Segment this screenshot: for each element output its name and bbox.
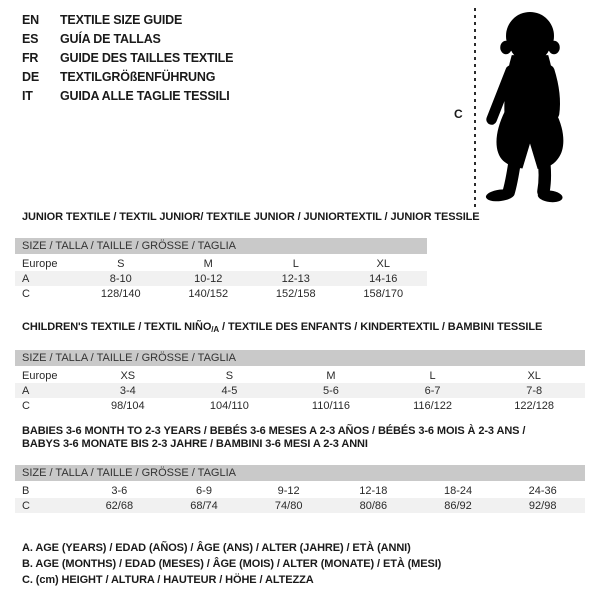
lang-code: FR — [22, 50, 39, 65]
size-cell: M — [203, 257, 213, 270]
size-cell: L — [429, 369, 436, 382]
row-label: C — [22, 499, 30, 512]
table-body — [15, 368, 585, 413]
lang-code: DE — [22, 69, 39, 84]
size-cell: 8-10 — [109, 272, 132, 285]
size-cell: XS — [120, 369, 136, 382]
table-title — [15, 321, 585, 336]
size-cell: 4-5 — [221, 384, 238, 397]
size-cell: XL — [527, 369, 541, 382]
table-row-age — [15, 383, 585, 398]
size-cell: S — [225, 369, 234, 382]
size-cell: 68/74 — [190, 499, 218, 512]
row-label: B — [22, 484, 30, 497]
title-subscript: /A — [211, 325, 220, 334]
size-cell: 10-12 — [194, 272, 223, 285]
size-cell: 104/110 — [209, 399, 249, 412]
size-cell: 7-8 — [526, 384, 543, 397]
row-label: A — [22, 272, 30, 285]
size-cell: 140/152 — [188, 287, 229, 300]
size-cell: 116/122 — [413, 399, 453, 412]
table-row-europe — [15, 368, 585, 383]
lang-title: GUIDE DES TAILLES TEXTILE — [60, 50, 234, 65]
babies-textile-section — [15, 425, 585, 513]
lang-code: EN — [22, 12, 39, 27]
lang-row-it — [22, 86, 233, 105]
table-row-height — [15, 498, 585, 513]
lang-title: TEXTILE SIZE GUIDE — [60, 12, 183, 27]
footnote-b: B. AGE (MONTHS) / EDAD (MESES) / ÂGE (MOIS) / ALTER (MONATE) / ETÀ (MESI) — [22, 558, 442, 570]
footnote-c: C. (cm) HEIGHT / ALTURA / HAUTEUR / HÖHE / ALTEZZA — [22, 574, 314, 586]
size-cell: 128/140 — [100, 287, 141, 300]
size-cell: 3-4 — [119, 384, 136, 397]
size-cell: 98/104 — [110, 399, 145, 412]
table-row-europe — [15, 256, 427, 271]
table-row-age — [15, 271, 427, 286]
size-header-bar: SIZE / TALLA / TAILLE / GRÖSSE / TAGLIA — [15, 238, 427, 254]
size-figure — [440, 6, 600, 212]
size-cell: 18-24 — [443, 484, 473, 497]
size-cell: XL — [376, 257, 390, 270]
size-cell: 110/116 — [311, 399, 351, 412]
baby-silhouette-icon — [482, 6, 578, 208]
size-cell: M — [326, 369, 336, 382]
size-cell: 24-36 — [528, 484, 557, 497]
lang-row-de — [22, 67, 233, 86]
size-cell: 158/170 — [363, 287, 404, 300]
lang-code: ES — [22, 31, 39, 46]
row-label: C — [22, 399, 30, 412]
childrens-textile-section — [15, 321, 585, 413]
lang-row-es — [22, 29, 233, 48]
size-header-bar: SIZE / TALLA / TAILLE / GRÖSSE / TAGLIA — [15, 465, 585, 481]
size-cell: 152/158 — [275, 287, 316, 300]
row-label: Europe — [22, 369, 58, 382]
size-cell: 92/98 — [528, 499, 557, 512]
language-list — [22, 10, 233, 105]
size-cell: 86/92 — [444, 499, 472, 512]
table-body — [15, 256, 427, 301]
size-cell: 5-6 — [323, 384, 339, 397]
size-cell: L — [292, 257, 299, 270]
title-part: CHILDREN'S TEXTILE / TEXTIL NIÑO — [22, 321, 212, 333]
size-cell: 122/128 — [514, 399, 555, 412]
lang-code: IT — [22, 88, 33, 103]
title-line: BABYS 3-6 MONATE BIS 2-3 JAHRE / BAMBINI 3-6 MESI A 2-3 ANNI — [22, 438, 368, 450]
table-body — [15, 483, 585, 513]
height-c-label: C — [454, 107, 463, 121]
table-title — [15, 425, 585, 451]
lang-row-en — [22, 10, 233, 29]
size-cell: 6-9 — [196, 484, 212, 497]
lang-title: GUIDA ALLE TAGLIE TESSILI — [60, 88, 230, 103]
table-row-height — [15, 398, 585, 413]
size-cell: 62/68 — [105, 499, 134, 512]
junior-textile-section — [15, 211, 480, 301]
size-cell: 80/86 — [359, 499, 388, 512]
height-dashed-line — [474, 8, 476, 210]
row-label: A — [22, 384, 30, 397]
size-cell: 6-7 — [424, 384, 441, 397]
size-cell: 12-18 — [359, 484, 388, 497]
size-cell: 74/80 — [274, 499, 303, 512]
table-title: JUNIOR TEXTILE / TEXTIL JUNIOR/ TEXTILE JUNIOR / JUNIORTEXTIL / JUNIOR TESSILE — [22, 211, 480, 223]
footnote-a: A. AGE (YEARS) / EDAD (AÑOS) / ÂGE (ANS) / ALTER (JAHRE) / ETÀ (ANNI) — [22, 542, 411, 554]
row-label: Europe — [22, 257, 58, 270]
size-cell: 3-6 — [111, 484, 128, 497]
size-cell: 14-16 — [369, 272, 398, 285]
size-header-bar: SIZE / TALLA / TAILLE / GRÖSSE / TAGLIA — [15, 350, 585, 366]
table-row-height — [15, 286, 427, 301]
size-cell: 12-13 — [281, 272, 310, 285]
lang-row-fr — [22, 48, 233, 67]
title-line: BABIES 3-6 MONTH TO 2-3 YEARS / BEBÉS 3-6 MESES A 2-3 AÑOS / BÉBÉS 3-6 MOIS À 2-3 ANS / — [22, 425, 526, 437]
footnote-legend — [22, 540, 441, 588]
lang-title: TEXTILGRÖßENFÜHRUNG — [60, 69, 216, 84]
row-label: C — [22, 287, 30, 300]
size-cell: 9-12 — [277, 484, 300, 497]
lang-title: GUÍA DE TALLAS — [60, 31, 161, 46]
title-part: / TEXTILE DES ENFANTS / KINDERTEXTIL / BAMBINI TESSILE — [219, 321, 543, 333]
size-cell: S — [117, 257, 125, 270]
table-row-months — [15, 483, 585, 498]
